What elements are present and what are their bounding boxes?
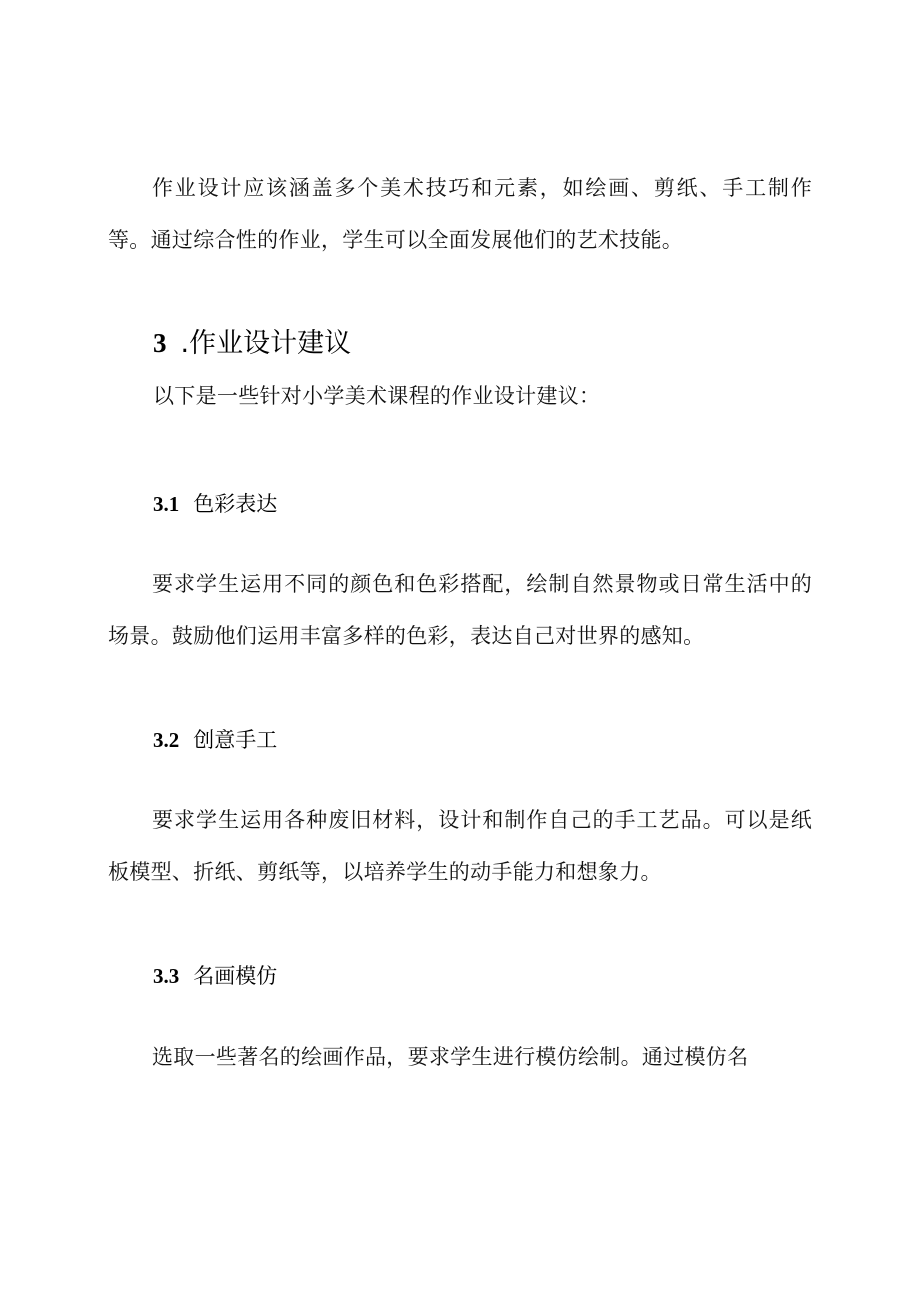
section-number: 3	[153, 328, 167, 358]
subsection-title: 名画模仿	[193, 964, 278, 988]
section-intro: 以下是一些针对小学美术课程的作业设计建议：	[153, 384, 601, 408]
subsection-number: 3.1	[153, 492, 180, 516]
subsection-heading-3-1	[153, 490, 277, 518]
subsection-title: 创意手工	[193, 728, 278, 752]
subsection-number: 3.2	[153, 728, 180, 752]
subsection-number: 3.3	[153, 964, 180, 988]
paragraph-creative-handcraft: 要求学生运用各种废旧材料，设计和制作自己的手工艺品。可以是纸板模型、折纸、剪纸等，以培养学生的动手能力和想象力。	[108, 808, 812, 884]
section-heading-3	[153, 326, 351, 361]
subsection-heading-3-2	[153, 726, 277, 754]
paragraph-color-expression: 要求学生运用不同的颜色和色彩搭配，绘制自然景物或日常生活中的场景。鼓励他们运用丰富多样的色彩，表达自己对世界的感知。	[108, 572, 812, 648]
subsection-title: 色彩表达	[193, 492, 278, 516]
paragraph-masterpiece-imitation: 选取一些著名的绘画作品，要求学生进行模仿绘制。通过模仿名	[152, 1045, 749, 1069]
subsection-heading-3-3	[153, 962, 277, 990]
section-title: .作业设计建议	[180, 328, 352, 359]
paragraph-skills-coverage: 作业设计应该涵盖多个美术技巧和元素，如绘画、剪纸、手工制作等。通过综合性的作业，学生可以全面发展他们的艺术技能。	[108, 176, 812, 252]
